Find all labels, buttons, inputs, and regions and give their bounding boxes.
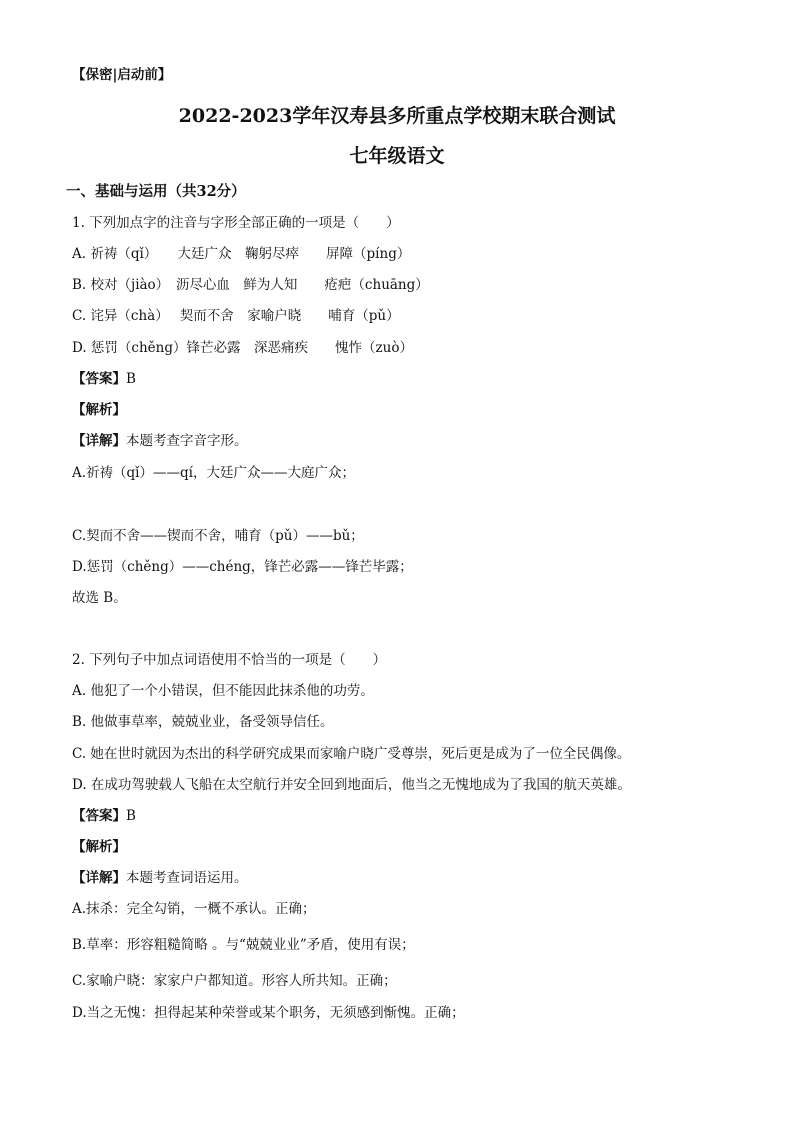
q1-detail-c: C.契而不舍——锲而不舍，哺育（pǔ）——bǔ； (72, 528, 364, 544)
section-heading: 一、基础与运用（共32分） (66, 183, 246, 200)
q2-detail-a: A.抹杀：完全勾销，一概不承认。正确； (72, 901, 316, 917)
q2-answer (72, 807, 136, 825)
answer-value: B (126, 808, 136, 824)
q2-detail-d: D.当之无愧：担得起某种荣誉或某个职务，无须感到惭愧。正确； (72, 1005, 465, 1021)
q2-option-a: A. 他犯了一个小错误，但不能因此抹杀他的功劳。 (72, 683, 374, 699)
q2-option-c: C. 她在世时就因为杰出的科学研究成果而家喻户晓广受尊崇，死后更是成为了一位全民偶像。 (72, 746, 631, 762)
exam-title: 2022-2023学年汉寿县多所重点学校期末联合测试 (178, 105, 616, 127)
detail-intro: 本题考查词语运用。 (126, 870, 248, 886)
q1-detail-d: D.惩罚（chěng）——chéng，锋芒必露——锋芒毕露； (72, 559, 413, 575)
answer-tag: 【答案】 (72, 371, 126, 387)
detail-tag: 【详解】 (72, 433, 126, 449)
answer-tag: 【答案】 (72, 808, 126, 824)
q2-detail-c: C.家喻户晓：家家户户都知道。形容人所共知。正确； (72, 973, 397, 989)
q2-option-d: D. 在成功驾驶载人飞船在太空航行并安全回到地面后，他当之无愧地成为了我国的航天英雄。 (72, 777, 631, 793)
q1-analysis-tag: 【解析】 (72, 402, 126, 418)
q1-option-d: D. 惩罚（chěng）锋芒必露 深恶痛疾 愧怍（zuò） (72, 340, 413, 356)
q1-detail (72, 432, 248, 450)
q1-option-a: A. 祈祷（qǐ） 大廷广众 鞠躬尽瘁 屏障（píng） (72, 246, 411, 262)
q2-detail-b: B.草率：形容粗糙简略 。与“兢兢业业”矛盾，使用有误； (72, 937, 415, 953)
q2-analysis-tag: 【解析】 (72, 839, 126, 855)
q2-detail (72, 869, 248, 887)
q1-stem: 1. 下列加点字的注音与字形全部正确的一项是（ ） (72, 215, 400, 231)
q1-option-b: B. 校对（jiào） 沥尽心血 鲜为人知 疮疤（chuāng） (72, 277, 429, 293)
confidential-label: 【保密|启动前】 (72, 67, 172, 83)
detail-intro: 本题考查字音字形。 (126, 433, 248, 449)
exam-subtitle: 七年级语文 (349, 145, 445, 167)
q2-stem: 2. 下列句子中加点词语使用不恰当的一项是（ ） (72, 652, 387, 668)
q1-detail-a: A.祈祷（qǐ）——qí，大廷广众——大庭广众； (72, 465, 355, 481)
detail-tag: 【详解】 (72, 870, 126, 886)
q1-answer (72, 370, 136, 388)
q2-option-b: B. 他做事草率，兢兢业业，备受领导信任。 (72, 714, 334, 730)
q1-conclusion: 故选 B。 (72, 590, 127, 606)
answer-value: B (126, 371, 136, 387)
q1-option-c: C. 诧异（chà） 契而不舍 家喻户晓 哺育（pǔ） (72, 308, 400, 324)
